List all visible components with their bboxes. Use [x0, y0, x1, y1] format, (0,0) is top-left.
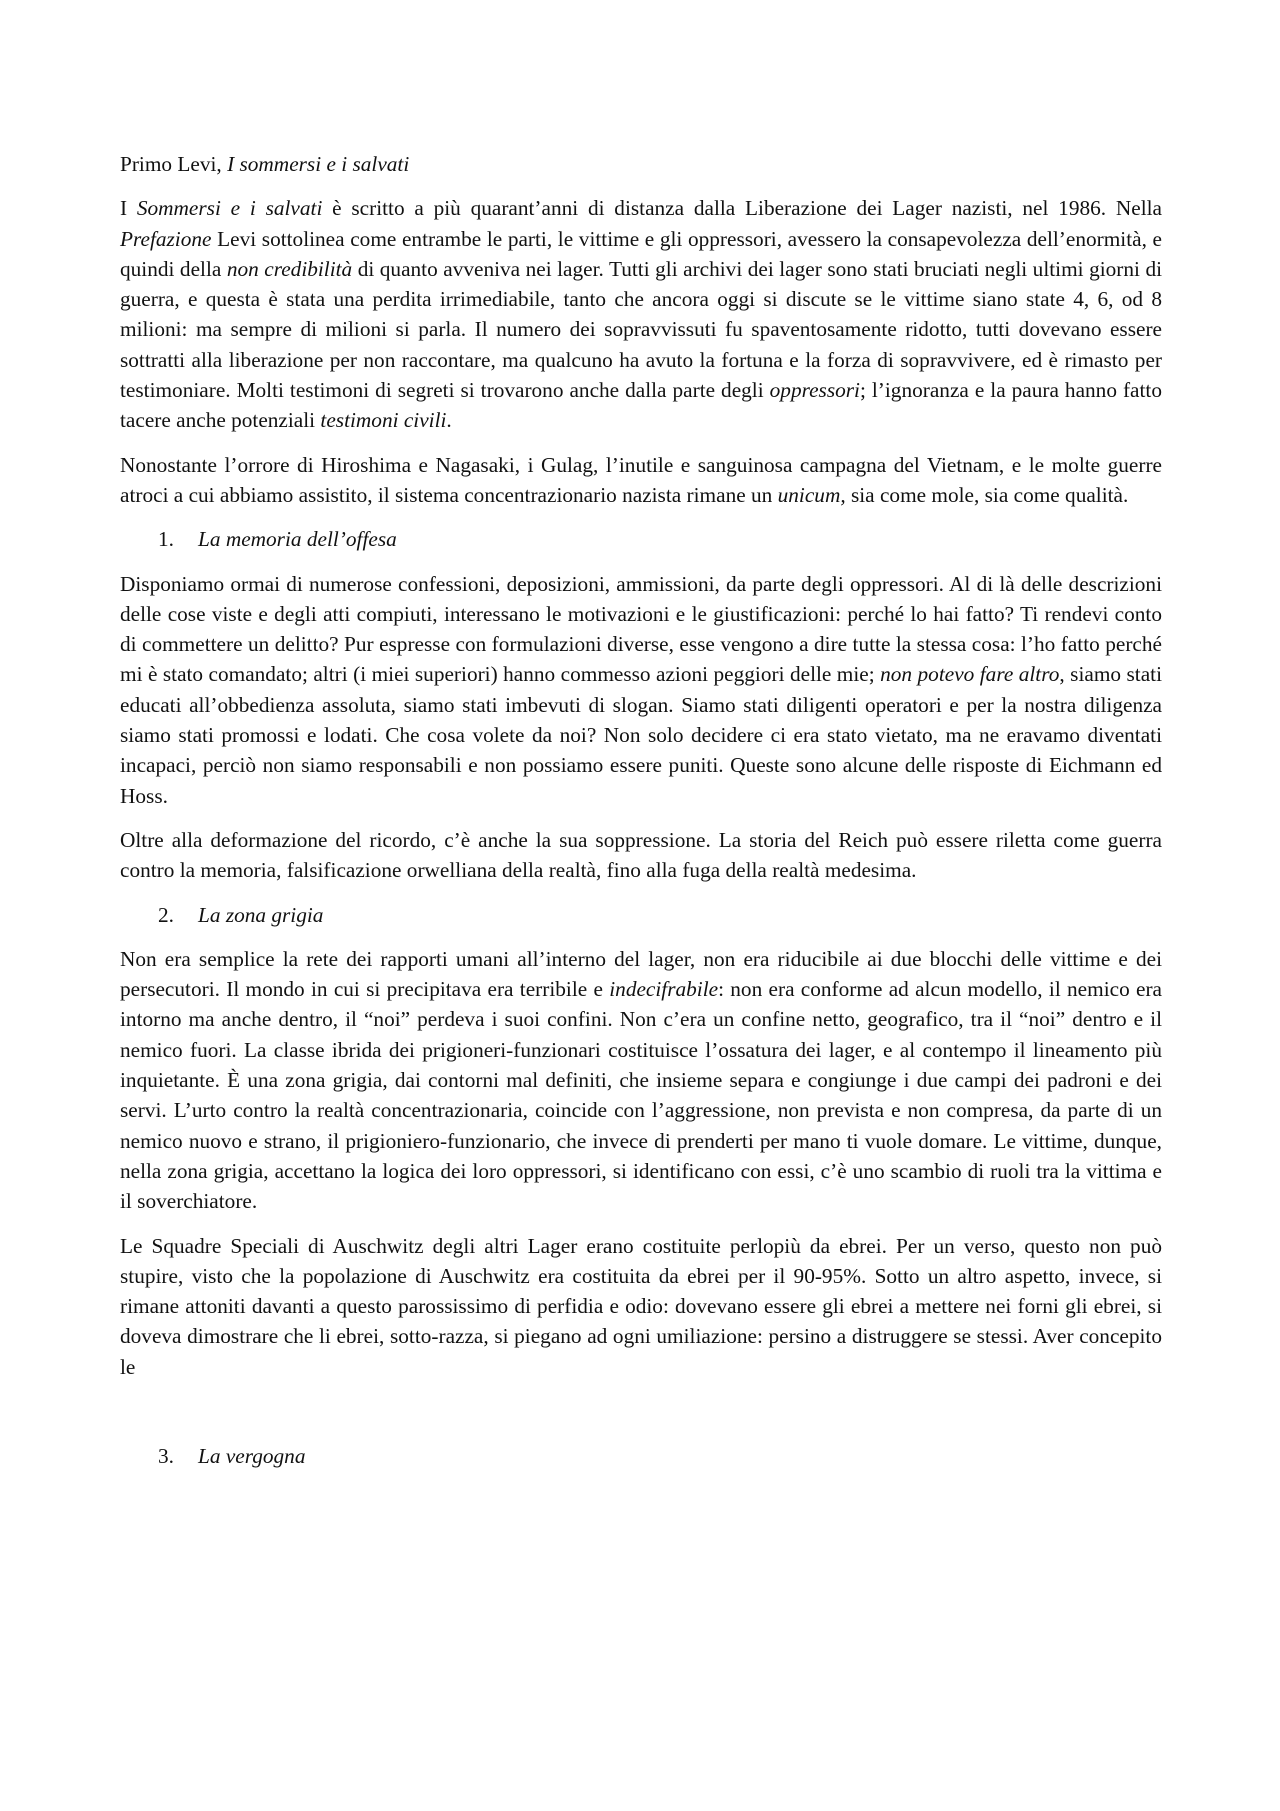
title-author: Primo Levi,: [120, 152, 228, 176]
italic-text: Sommersi e i salvati: [136, 196, 323, 221]
section-number: 2.: [158, 902, 174, 927]
italic-text: Prefazione: [120, 226, 212, 251]
section-heading-1: [120, 524, 1162, 554]
text-run: , siamo stati educati all’obbedienza assoluta, siamo stati imbevuti di slogan. Siamo stati diligenti operatori e per la nostra diligenza siamo stati promossi e lodati. Che cosa volete da noi? Non solo decidere ci era stato vietato, ma ne eravamo diventati incapaci, perciò non siamo responsabili e non possiamo essere puniti. Queste sono alcune delle risposte di Eichmann ed Hoss.: [120, 662, 1162, 808]
section-title: La zona grigia: [198, 902, 324, 927]
text-run: I: [120, 196, 137, 221]
italic-text: testimoni civili: [320, 408, 447, 433]
italic-text: non credibilità: [226, 256, 353, 281]
text-run: Oltre alla deformazione del ricordo, c’è anche la sua soppressione. La storia del Reich può essere riletta come guerra contro la memoria, falsificazione orwelliana della realtà, fino alla fuga della realtà medesima.: [120, 827, 1162, 883]
italic-text: unicum,: [777, 482, 846, 507]
text-run: Disponiamo ormai di numerose confessioni, deposizioni, ammissioni, da parte degli oppressori. Al di là delle descrizioni delle cose viste e degli atti compiuti, interessano le motivazioni e le giustificazioni: perché lo hai fatto? Ti rendevi conto di commettere un delitto? Pur espresse con formulazioni diverse, esse vengono a dire tutte la stessa cosa: l’ho fatto perché mi è stato comandato; altri (i miei superiori) hanno commesso azioni peggiori delle mie;: [120, 571, 1162, 687]
text-run: Non era semplice la rete dei rapporti umani all’interno del lager, non era riducibile ai due blocchi delle vittime e dei persecutori. Il mondo in cui si precipitava era terribile e: [120, 946, 1162, 1002]
document-title: [120, 149, 1162, 179]
italic-text: oppressori: [769, 378, 860, 403]
section-number: 1.: [158, 527, 174, 552]
section-heading-3: [120, 1441, 1162, 1471]
text-run: Levi sottolinea come entrambe le parti, le vittime e gli oppressori, avessero la consapevolezza dell’enormità, e quindi della: [120, 226, 1162, 281]
italic-text: non potevo fare altro: [880, 662, 1060, 687]
text-run: sia come mole, sia come qualità.: [845, 482, 1129, 507]
section-title: La memoria dell’offesa: [198, 527, 397, 552]
section-heading-2: [120, 900, 1162, 930]
text-run: Le Squadre Speciali di Auschwitz degli altri Lager erano costituite perlopiù da ebrei. Per un verso, questo non può stupire, visto che la popolazione di Auschwitz era costituita da ebrei per il 90-95%. Sotto un altro aspetto, invece, si rimane attoniti davanti a questo parossissimo di perfidia e odio: dovevano essere gli ebrei a mettere nei forni gli ebrei, si doveva dimostrare che li ebrei, sotto-razza, si piegano ad ogni umiliazione: persino a distruggere se stessi. Aver concepito le: [120, 1233, 1162, 1379]
title-work: I sommersi e i salvati: [227, 152, 410, 176]
paragraph-squadre-speciali: [120, 1231, 1162, 1382]
text-run: : non era conforme ad alcun modello, il nemico era intorno ma anche dentro, il “noi” perdeva i suoi confini. Non c’era un confine netto, geografico, tra il “noi” dentro e il nemico fuori. La classe ibrida dei prigioneri-funzionari costituisce l’ossatura dei lager, e al contempo il lineamento più inquietante. È una zona grigia, dai contorni mal definiti, che insieme separa e congiunge i due campi dei padroni e dei servi. L’urto contro la realtà concentrazionaria, coincide con l’aggressione, non prevista e non compresa, da parte di un nemico nuovo e strano, il prigioniero-funzionario, che invece di prenderti per mano ti vuole domare. Le vittime, dunque, nella zona grigia, accettano la logica dei loro oppressori, si identificano con essi, c’è uno scambio di ruoli tra la vittima e il soverchiatore.: [120, 977, 1163, 1214]
text-run: .: [446, 408, 452, 433]
section-title: La vergogna: [198, 1443, 306, 1468]
section-number: 3.: [158, 1443, 174, 1468]
text-run: Nonostante l’orrore di Hiroshima e Nagasaki, i Gulag, l’inutile e sanguinosa campagna del Vietnam, e le molte guerre atroci a cui abbiamo assistito, il sistema concentrazionario nazista rimane un: [120, 452, 1162, 507]
paragraph-unicum: [120, 450, 1162, 511]
italic-text: indecifrabile: [609, 977, 719, 1002]
paragraph-zona-grigia: [120, 944, 1162, 1217]
text-run: è scritto a più quarant’anni di distanza dalla Liberazione dei Lager nazisti, nel 1986. Nella: [322, 196, 1162, 221]
paragraph-intro: [120, 193, 1162, 435]
text-run: ; l’ignoranza e la paura hanno fatto tacere anche potenziali: [120, 378, 1162, 433]
paragraph-soppressione: [120, 825, 1162, 886]
text-run: di quanto avveniva nei lager. Tutti gli archivi dei lager sono stati bruciati negli ultimi giorni di guerra, e questa è stata una perdita irrimediabile, tanto che ancora oggi si discute se le vittime siano state 4, 6, od 8 milioni: ma sempre di milioni si parla. Il numero dei sopravvissuti fu spaventosamente ridotto, tutti dovevano essere sottratti alla liberazione per non raccontare, ma qualcuno ha avuto la fortuna e la forza di sopravvivere, ed è rimasto per testimoniare. Molti testimoni di segreti si trovarono anche dalla parte degli: [120, 256, 1163, 403]
paragraph-confessioni: [120, 569, 1162, 811]
